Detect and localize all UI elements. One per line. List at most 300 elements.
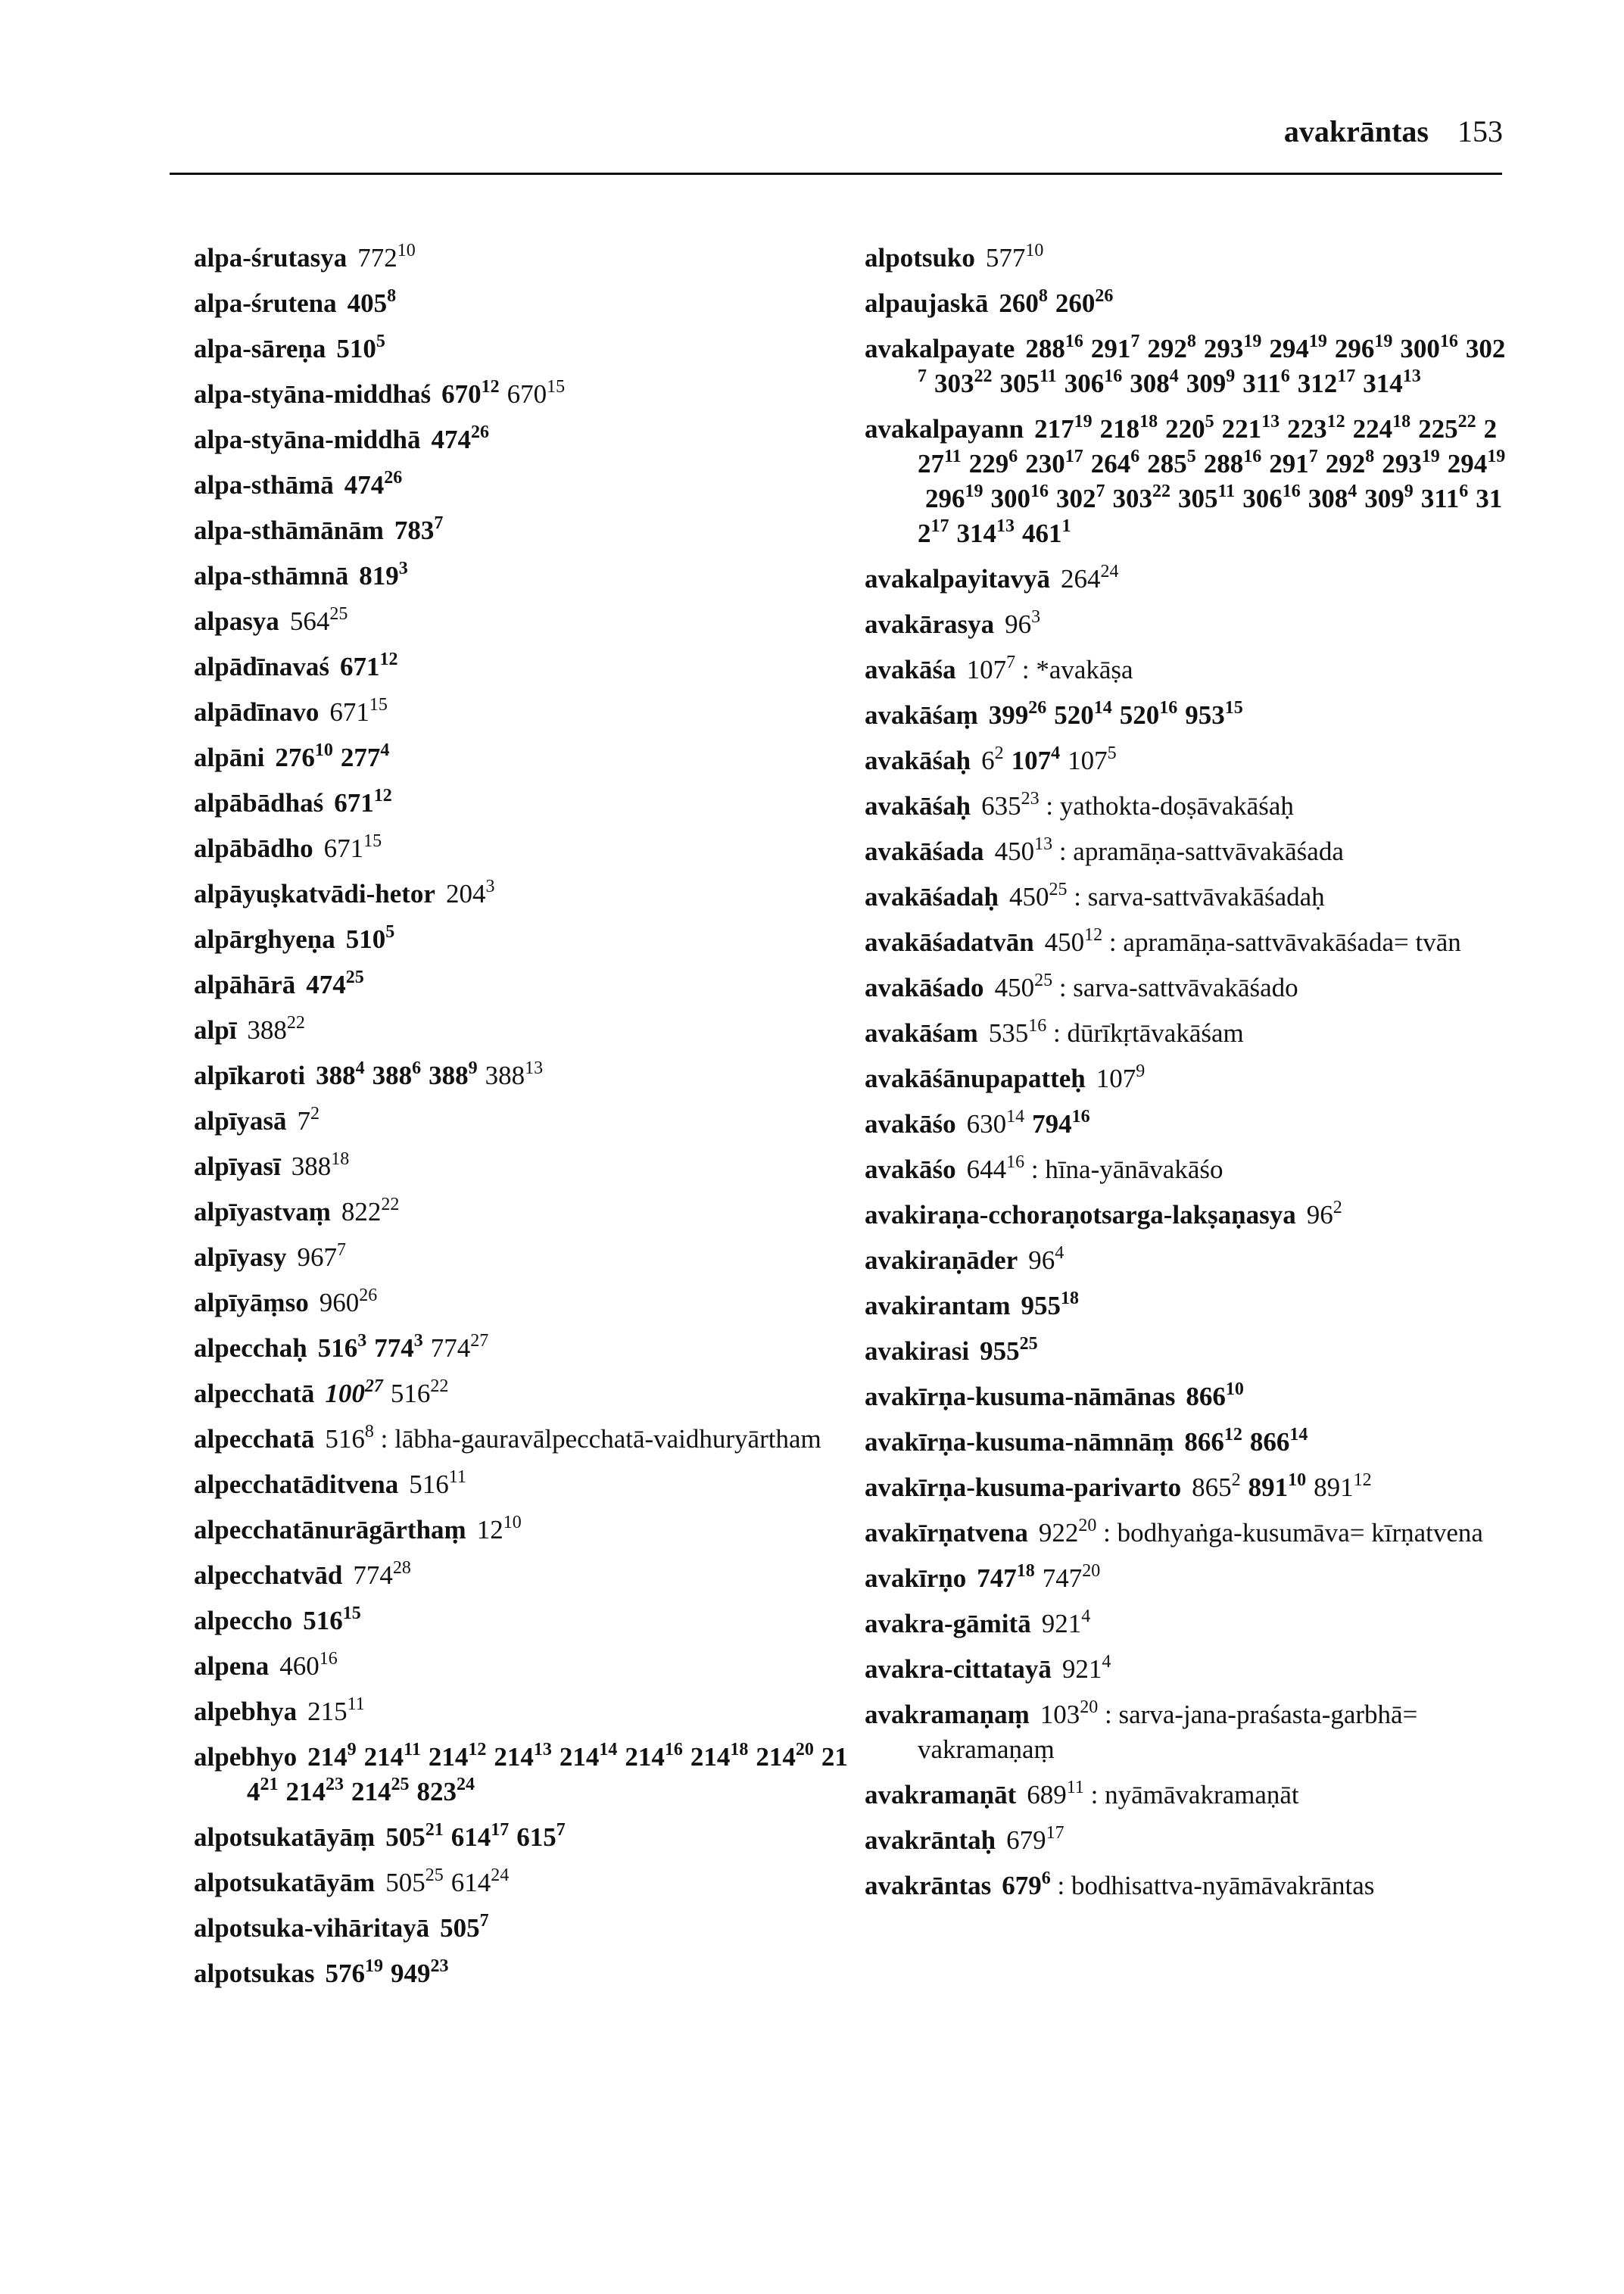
page-reference <box>1250 1427 1308 1457</box>
entry-headword: alpāyuṣkatvādi-hetor <box>194 879 435 909</box>
page-reference <box>995 973 1053 1002</box>
compound-reference: apramāṇa-sattvāvakāśada <box>1073 837 1344 866</box>
entry-headword: avakiraṇāder <box>865 1245 1018 1275</box>
reference-line: 19 <box>1243 332 1262 352</box>
compound-reference: hīna-yānāvakāśo <box>1045 1155 1223 1184</box>
index-entry <box>194 1195 860 1230</box>
reference-page: 510 <box>345 924 386 954</box>
index-entry <box>194 1240 860 1275</box>
reference-line: 16 <box>1006 1152 1025 1173</box>
entry-references <box>337 288 397 318</box>
index-entry <box>194 1331 860 1366</box>
reference-line: 17 <box>930 516 949 537</box>
reference-line: 11 <box>1066 1778 1084 1798</box>
page-reference <box>1054 700 1112 730</box>
index-entry <box>194 1956 860 1991</box>
page-reference <box>966 1152 1025 1184</box>
page-reference <box>1308 484 1357 513</box>
index-entry <box>194 604 860 639</box>
reference-page: 689 <box>1027 1780 1067 1809</box>
entry-references <box>1034 927 1103 957</box>
entry-headword: alpa-sthāmnā <box>194 561 349 591</box>
entry-headword: avakramaṇaṃ <box>865 1700 1030 1729</box>
index-column-right <box>865 241 1508 1914</box>
reference-line: 17 <box>1337 366 1356 387</box>
reference-line: 22 <box>974 366 993 387</box>
reference-page: 311 <box>1420 484 1460 513</box>
entry-references <box>287 1106 320 1136</box>
reference-line: 7 <box>479 1911 489 1931</box>
page-reference <box>1421 484 1469 513</box>
reference-line: 15 <box>363 831 382 852</box>
reference-line: 16 <box>1071 1107 1090 1127</box>
entry-references <box>1050 564 1119 594</box>
index-entry: avakāśaḥ $635^{23}$ : yathokta-doṣāvakāśaḥ <box>865 789 1294 821</box>
entry-headword: alpebhyo <box>194 1742 298 1772</box>
page-reference <box>1061 564 1119 594</box>
entry-references <box>978 700 1243 730</box>
compound-reference: sarva-sattvāvakāśado <box>1073 973 1298 1002</box>
reference-line: 7 <box>434 513 444 534</box>
reference-page: 866 <box>1184 1427 1224 1457</box>
reference-line: 9 <box>468 1058 478 1079</box>
page-reference <box>986 243 1044 273</box>
page-reference <box>1326 449 1375 478</box>
reference-line: 5 <box>376 332 385 352</box>
page-reference <box>1242 366 1290 398</box>
reference-line: 19 <box>1308 332 1327 352</box>
reference-page: 264 <box>1090 449 1131 478</box>
page-reference <box>351 1777 410 1806</box>
reference-line: 12 <box>379 650 398 670</box>
index-entry <box>194 831 860 866</box>
page-reference <box>320 1288 378 1317</box>
page-reference <box>1418 414 1476 444</box>
page-reference <box>1034 414 1093 444</box>
index-entry <box>194 1376 860 1411</box>
reference-page: 450 <box>1009 882 1049 912</box>
reference-line: 27 <box>470 1331 489 1351</box>
index-entry <box>865 1470 1508 1505</box>
page-reference <box>417 1777 475 1806</box>
entry-headword: avakramaṇāt <box>865 1780 1017 1809</box>
page-reference <box>353 1560 411 1590</box>
page-reference <box>1032 1109 1090 1139</box>
entry-references <box>435 879 495 909</box>
entry-headword: alpa-sāreṇa <box>194 334 326 363</box>
reference-page: 671 <box>323 834 364 863</box>
page-reference <box>1364 484 1414 513</box>
entry-headword: avakīrṇatvena <box>865 1518 1028 1548</box>
reference-page: 866 <box>1249 1427 1290 1457</box>
compound-reference: bodhisattva-nyāmāvakrāntas <box>1071 1871 1375 1900</box>
reference-line: 19 <box>1421 447 1440 467</box>
entry-references <box>323 788 392 818</box>
reference-line: 7 <box>918 366 927 387</box>
index-entry: avakāśadaḥ $450^{25}$ : sarva-sattvāvakāśadaḥ <box>865 880 1325 912</box>
page-reference <box>307 1694 365 1726</box>
entry-headword: alpecchatāditvena <box>194 1470 399 1499</box>
entry-references <box>1174 1427 1308 1457</box>
reference-line: 5 <box>1107 743 1117 764</box>
entry-headword: avakrāntas <box>865 1871 992 1900</box>
page-reference <box>1448 449 1506 478</box>
reference-page: 294 <box>1447 449 1488 478</box>
page-reference <box>440 1913 489 1943</box>
page-reference <box>318 1333 367 1363</box>
reference-page: 217 <box>1034 414 1074 444</box>
reference-page: 229 <box>968 449 1009 478</box>
entry-headword: avakrāntaḥ <box>865 1825 996 1855</box>
index-entry <box>194 1058 860 1093</box>
reference-line: 11 <box>404 1740 421 1760</box>
page-reference <box>1002 1871 1051 1900</box>
reference-page: 214 <box>756 1742 796 1772</box>
reference-page: 450 <box>1044 927 1085 957</box>
reference-line: 7 <box>556 1820 566 1840</box>
page-reference <box>999 288 1048 318</box>
page-reference <box>967 655 1016 684</box>
reference-line: 12 <box>1084 925 1103 946</box>
reference-page: 227 <box>918 414 1498 478</box>
reference-page: 577 <box>985 243 1026 273</box>
entry-headword: avakirasi <box>865 1336 970 1366</box>
page-reference <box>323 831 382 863</box>
reference-page: 306 <box>1242 484 1283 513</box>
reference-page: 224 <box>1352 414 1393 444</box>
reference-page: 794 <box>1032 1109 1072 1139</box>
reference-page: 296 <box>925 484 965 513</box>
reference-line: 19 <box>1074 412 1093 432</box>
reference-page: 214 <box>351 1777 391 1806</box>
page-reference <box>1242 484 1301 513</box>
reference-line: 18 <box>1392 412 1411 432</box>
reference-line: 2 <box>1333 1198 1342 1218</box>
entry-headword: avakāśa <box>865 655 956 684</box>
page-reference <box>485 1058 544 1090</box>
index-entry <box>194 922 860 957</box>
reference-page: 450 <box>994 837 1035 866</box>
reference-line: 22 <box>381 1195 400 1215</box>
page-reference <box>934 366 993 398</box>
reference-page: 215 <box>307 1697 348 1726</box>
index-entry <box>194 1467 860 1502</box>
entry-references <box>984 973 1053 1002</box>
page-reference <box>346 924 395 954</box>
reference-page: 450 <box>994 973 1035 1002</box>
reference-line: 16 <box>1064 332 1083 352</box>
reference-page: 955 <box>1021 1291 1061 1320</box>
running-head <box>0 114 1503 149</box>
reference-line: 11 <box>347 1694 365 1715</box>
page-reference <box>1062 1654 1111 1684</box>
reference-line: 8 <box>1365 447 1375 467</box>
entry-headword: alpāni <box>194 743 265 772</box>
page-reference <box>967 1109 1025 1139</box>
reference-page: 107 <box>1011 746 1052 775</box>
entry-headword: avakāśo <box>865 1109 956 1139</box>
entry-references <box>292 1606 361 1635</box>
reference-line: 20 <box>1082 1561 1101 1582</box>
index-entry <box>865 698 1508 733</box>
reference-line: 2 <box>310 1104 320 1124</box>
index-entry <box>194 1513 860 1548</box>
compound-reference: sarva-sattvāvakāśadaḥ <box>1087 882 1325 912</box>
reference-line: 2 <box>994 743 1004 764</box>
index-entry <box>865 1243 1508 1278</box>
entry-references <box>956 655 1016 684</box>
entry-headword: avakāśado <box>865 973 984 1002</box>
reference-line: 18 <box>1016 1561 1035 1582</box>
reference-page: 308 <box>1308 484 1348 513</box>
index-entry: avakāśa $107^7$ : *avakāṣa <box>865 653 1133 684</box>
index-entry <box>865 743 1508 778</box>
index-entry <box>865 1652 1508 1687</box>
page-reference <box>1204 334 1262 363</box>
reference-page: 221 <box>1221 414 1262 444</box>
entry-headword: alpaujaskā <box>865 288 989 318</box>
entry-headword: alpīkaroti <box>194 1061 306 1090</box>
reference-line: 6 <box>1041 1869 1051 1889</box>
entry-headword: avakāśānupapatteḥ <box>865 1064 1086 1093</box>
reference-line: 12 <box>481 377 500 397</box>
page-reference <box>1009 882 1068 912</box>
reference-page: 293 <box>1203 334 1244 363</box>
index-entry <box>194 1104 860 1139</box>
entry-headword: alpa-śrutena <box>194 288 337 318</box>
index-entry <box>194 332 860 366</box>
reference-page: 218 <box>1099 414 1140 444</box>
reference-page: 292 <box>1325 449 1366 478</box>
entry-headword: alpīyāṃso <box>194 1288 309 1317</box>
reference-line: 15 <box>1224 698 1243 718</box>
reference-page: 291 <box>1269 449 1309 478</box>
page-reference <box>1040 1697 1099 1729</box>
page-reference <box>325 1956 384 1988</box>
index-entry <box>865 1561 1508 1596</box>
reference-line: 16 <box>1030 482 1049 502</box>
reference-line: 6 <box>1459 482 1469 502</box>
entry-headword: alpecchatānurāgārthaṃ <box>194 1515 466 1544</box>
reference-page: 7 <box>297 1106 311 1136</box>
page-reference <box>446 879 495 909</box>
reference-line: 20 <box>1080 1697 1099 1718</box>
reference-page: 866 <box>1186 1382 1226 1411</box>
reference-page: 288 <box>1025 334 1065 363</box>
reference-page: 103 <box>1040 1700 1080 1729</box>
reference-page: 312 <box>918 484 1503 548</box>
reference-page: 293 <box>1382 449 1422 478</box>
entry-headword: avakāśaḥ <box>865 791 971 821</box>
entry-headword: avakāśam <box>865 1018 978 1048</box>
reference-line: 9 <box>1404 482 1414 502</box>
reference-line: 26 <box>1028 698 1047 718</box>
page-reference <box>507 379 566 409</box>
reference-page: 516 <box>303 1606 343 1635</box>
page-reference <box>989 1018 1047 1048</box>
entry-references <box>421 422 490 454</box>
page-reference <box>303 1606 361 1635</box>
page-reference <box>1042 1609 1091 1638</box>
reference-page: 277 <box>340 743 381 772</box>
reference-page: 747 <box>1042 1563 1083 1593</box>
reference-line: 12 <box>1223 1425 1242 1445</box>
reference-line: 19 <box>1374 332 1393 352</box>
reference-page: 822 <box>341 1197 382 1226</box>
reference-page: 214 <box>247 1742 848 1806</box>
entry-references <box>978 1018 1047 1048</box>
reference-page: 305 <box>999 369 1040 398</box>
page-reference <box>1011 743 1061 775</box>
reference-page: 220 <box>1165 414 1205 444</box>
reference-line: 14 <box>1093 698 1112 718</box>
entry-references <box>956 1152 1025 1184</box>
reference-line: 14 <box>1006 1107 1025 1127</box>
reference-line: 7 <box>1130 332 1140 352</box>
reference-page: 819 <box>359 561 399 591</box>
reference-page: 100 <box>325 1379 365 1408</box>
index-entry <box>865 1607 1508 1641</box>
entry-references <box>1028 1518 1097 1548</box>
reference-line: 10 <box>503 1513 522 1533</box>
page-reference <box>1055 288 1114 318</box>
entry-headword: alpa-sthāmānām <box>194 516 384 545</box>
reference-line: 11 <box>448 1467 466 1488</box>
reference-page: 107 <box>1096 1064 1136 1093</box>
entry-references <box>1181 1470 1372 1502</box>
index-entry <box>865 286 1508 321</box>
reference-page: 774 <box>430 1333 471 1363</box>
entry-references <box>314 1424 374 1454</box>
reference-line: 8 <box>364 1422 374 1442</box>
reference-page: 960 <box>319 1288 360 1317</box>
index-entry <box>194 695 860 730</box>
entry-headword: alpotsukas <box>194 1959 315 1988</box>
page-reference <box>1165 414 1214 444</box>
reference-page: 520 <box>1119 700 1160 730</box>
reference-page: 679 <box>1002 1871 1042 1900</box>
reference-line: 16 <box>1159 698 1178 718</box>
reference-line: 18 <box>1139 412 1158 432</box>
index-entry <box>865 1379 1508 1414</box>
reference-page: 388 <box>372 1061 413 1090</box>
page-reference <box>451 1822 510 1852</box>
entry-headword: alpāhārā <box>194 970 296 999</box>
reference-line: 26 <box>1095 286 1114 307</box>
reference-page: 474 <box>344 470 385 500</box>
entry-headword: alpīyasy <box>194 1242 287 1272</box>
reference-page: 516 <box>325 1424 365 1454</box>
page-reference <box>1382 449 1440 478</box>
reference-line: 15 <box>369 695 388 715</box>
index-entry <box>194 1694 860 1729</box>
reference-page: 644 <box>966 1155 1007 1184</box>
reference-line: 9 <box>1226 366 1236 387</box>
reference-page: 388 <box>485 1061 525 1090</box>
page-reference <box>325 1376 383 1408</box>
reference-line: 3 <box>485 877 495 897</box>
index-entry: avakāśada $450^{13}$ : apramāṇa-sattvāvakāśada <box>865 834 1344 866</box>
entry-references <box>975 243 1044 273</box>
page-reference <box>341 1197 400 1226</box>
reference-page: 520 <box>1054 700 1094 730</box>
reference-page: 292 <box>1147 334 1187 363</box>
reference-line: 13 <box>1261 412 1280 432</box>
reference-page: 260 <box>1055 288 1096 318</box>
reference-line: 24 <box>1100 562 1119 582</box>
reference-page: 891 <box>1248 1473 1289 1502</box>
entry-headword: alpa-styāna-middhaś <box>194 379 432 409</box>
page-reference <box>1100 414 1158 444</box>
entry-headword: avakra-cittatayā <box>865 1654 1052 1684</box>
index-entry: avakāśado $450^{25}$ : sarva-sattvāvakāśado <box>865 971 1298 1002</box>
reference-page: 474 <box>306 970 346 999</box>
entry-references <box>281 1149 350 1181</box>
index-entry <box>194 559 860 594</box>
reference-page: 214 <box>494 1742 534 1772</box>
reference-page: 535 <box>988 1018 1029 1048</box>
reference-line: 4 <box>1348 482 1357 502</box>
entry-references <box>348 561 408 591</box>
entry-headword: alpotsukatāyām <box>194 1868 376 1897</box>
index-entry <box>194 241 860 276</box>
entry-headword: avakāśaṃ <box>865 700 978 730</box>
entry-headword: alpīyasā <box>194 1106 287 1136</box>
entry-references <box>335 924 395 954</box>
entry-references <box>1031 1609 1091 1638</box>
compound-reference: nyāmāvakramaṇāt <box>1105 1780 1299 1809</box>
reference-page: 96 <box>1005 609 1032 639</box>
reference-page: 300 <box>990 484 1030 513</box>
reference-page: 12 <box>476 1515 503 1544</box>
reference-page: 670 <box>507 379 547 409</box>
entry-references <box>1016 1780 1084 1809</box>
index-entry <box>194 877 860 912</box>
index-entry: avakramaṇaṃ $103^{20}$ : sarva-jana-praśasta-garbhā= vakramaṇaṃ <box>865 1697 1418 1764</box>
page-reference <box>450 1865 510 1897</box>
entry-headword: alpa-śrutasya <box>194 243 348 273</box>
index-entry <box>194 468 860 503</box>
reference-line: 25 <box>1034 971 1053 991</box>
entry-headword: avakiraṇa-cchoraṇotsarga-lakṣaṇasya <box>865 1200 1296 1230</box>
reference-page: 303 <box>1112 484 1152 513</box>
reference-page: 264 <box>1061 564 1101 594</box>
entry-headword: alpotsuko <box>865 243 975 273</box>
reference-page: 635 <box>981 791 1021 821</box>
reference-line: 3 <box>398 559 408 579</box>
reference-line: 20 <box>795 1740 814 1760</box>
reference-line: 6 <box>1130 447 1140 467</box>
page-reference <box>625 1742 683 1772</box>
entry-references <box>236 1015 305 1045</box>
entry-references <box>319 697 388 727</box>
reference-page: 630 <box>966 1109 1007 1139</box>
entry-headword: avakārasya <box>865 609 995 639</box>
page-reference <box>1269 334 1327 363</box>
reference-page: 747 <box>977 1563 1017 1593</box>
page-reference <box>690 1742 749 1772</box>
page-reference <box>1045 927 1103 957</box>
reference-line: 20 <box>1078 1516 1097 1536</box>
reference-line: 25 <box>329 604 348 625</box>
reference-line: 12 <box>1353 1470 1372 1491</box>
reference-line: 22 <box>1457 412 1476 432</box>
reference-page: 291 <box>1090 334 1131 363</box>
reference-page: 679 <box>1006 1825 1046 1855</box>
reference-page: 107 <box>966 655 1007 684</box>
reference-page: 615 <box>516 1822 556 1852</box>
compound-reference: dūrīkṛtāvakāśam <box>1067 1018 1244 1048</box>
